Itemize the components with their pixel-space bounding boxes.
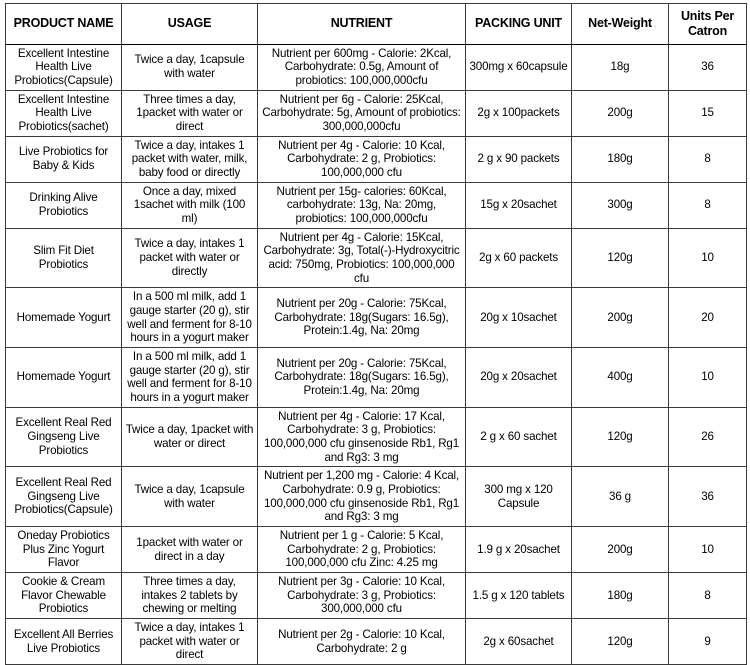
cell-usage: In a 500 ml milk, add 1 gauge starter (20 g), stir well and ferment for 8-10 hours in a yogurt maker [122, 347, 258, 407]
cell-units: 8 [669, 182, 747, 228]
cell-product: Slim Fit Diet Probiotics [6, 228, 122, 288]
table-row [6, 44, 747, 90]
cell-nutrient: Nutrient per 4g - Calorie: 15Kcal, Carbohydrate: 3g, Total(-)-Hydroxycitric acid: 750mg, Probiotics: 100,000,000 cfu [258, 228, 466, 288]
table-row [6, 407, 747, 467]
cell-weight: 120g [572, 228, 669, 288]
cell-nutrient: Nutrient per 3g - Calorie: 10 Kcal, Carbohydrate: 3 g, Probiotics: 300,000,000 cfu [258, 573, 466, 619]
table-row [6, 90, 747, 136]
cell-product: Cookie & Cream Flavor Chewable Probiotics [6, 573, 122, 619]
cell-usage: Three times a day, intakes 2 tablets by chewing or melting [122, 573, 258, 619]
cell-product: Excellent Real Red Gingseng Live Probiotics [6, 407, 122, 467]
cell-product: Oneday Probiotics Plus Zinc Yogurt Flavor [6, 527, 122, 573]
cell-usage: Twice a day, 1capsule with water [122, 44, 258, 90]
cell-packing: 20g x 10sachet [466, 288, 572, 348]
cell-weight: 120g [572, 407, 669, 467]
cell-product: Live Probiotics for Baby & Kids [6, 136, 122, 182]
cell-usage: Once a day, mixed 1sachet with milk (100 ml) [122, 182, 258, 228]
cell-weight: 180g [572, 573, 669, 619]
cell-weight: 200g [572, 90, 669, 136]
cell-nutrient: Nutrient per 20g - Calorie: 75Kcal, Carbohydrate: 18g(Sugars: 16.5g), Protein:1.4g, Na: 20mg [258, 288, 466, 348]
cell-packing: 20g x 20sachet [466, 347, 572, 407]
cell-usage: 1packet with water or direct in a day [122, 527, 258, 573]
cell-usage: Twice a day, 1capsule with water [122, 467, 258, 527]
table-row [6, 573, 747, 619]
cell-usage: Twice a day, intakes 1 packet with water, milk, baby food or directly [122, 136, 258, 182]
table-row [6, 182, 747, 228]
cell-nutrient: Nutrient per 2g - Calorie: 10 Kcal, Carbohydrate: 2 g [258, 619, 466, 665]
cell-weight: 200g [572, 527, 669, 573]
cell-nutrient: Nutrient per 15g- calories: 60Kcal, carbohydrate: 13g, Na: 20mg, probiotics: 100,000,000cfu [258, 182, 466, 228]
cell-weight: 400g [572, 347, 669, 407]
cell-units: 36 [669, 44, 747, 90]
table-row [6, 347, 747, 407]
cell-product: Excellent All Berries Live Probiotics [6, 619, 122, 665]
cell-units: 10 [669, 347, 747, 407]
cell-weight: 200g [572, 288, 669, 348]
cell-units: 10 [669, 527, 747, 573]
cell-product: Homemade Yogurt [6, 288, 122, 348]
cell-units: 36 [669, 467, 747, 527]
table-row [6, 467, 747, 527]
cell-weight: 180g [572, 136, 669, 182]
column-header-usage: USAGE [122, 4, 258, 45]
cell-nutrient: Nutrient per 1,200 mg - Calorie: 4 Kcal, Carbohydrate: 0.9 g, Probiotics: 100,000,000 cfu ginsenoside Rb1, Rg1 and Rg3: 3 mg [258, 467, 466, 527]
cell-nutrient: Nutrient per 20g - Calorie: 75Kcal, Carbohydrate: 18g(Sugars: 16.5g), Protein:1.4g, Na: 20mg [258, 347, 466, 407]
cell-usage: In a 500 ml milk, add 1 gauge starter (20 g), stir well and ferment for 8-10 hours in a yogurt maker [122, 288, 258, 348]
cell-usage: Three times a day, 1packet with water or direct [122, 90, 258, 136]
cell-weight: 120g [572, 619, 669, 665]
cell-nutrient: Nutrient per 6g - Calorie: 25Kcal, Carbohydrate: 5g, Amount of probiotics: 300,000,000cfu [258, 90, 466, 136]
table-row [6, 619, 747, 665]
column-header-packing-unit: PACKING UNIT [466, 4, 572, 45]
cell-units: 20 [669, 288, 747, 348]
cell-units: 8 [669, 573, 747, 619]
column-header-net-weight: Net-Weight [572, 4, 669, 45]
cell-units: 26 [669, 407, 747, 467]
table-row [6, 288, 747, 348]
column-header-units-per-catron: Units Per Catron [669, 4, 747, 45]
cell-product: Excellent Intestine Health Live Probiotics(Capsule) [6, 44, 122, 90]
cell-packing: 1.5 g x 120 tablets [466, 573, 572, 619]
cell-nutrient: Nutrient per 1 g - Calorie: 5 Kcal, Carbohydrate: 2 g, Probiotics: 100,000,000 cfu Zinc: 4.25 mg [258, 527, 466, 573]
cell-packing: 2 g x 60 sachet [466, 407, 572, 467]
cell-packing: 15g x 20sachet [466, 182, 572, 228]
cell-units: 15 [669, 90, 747, 136]
cell-packing: 2 g x 90 packets [466, 136, 572, 182]
cell-weight: 300g [572, 182, 669, 228]
cell-weight: 36 g [572, 467, 669, 527]
column-header-nutrient: NUTRIENT [258, 4, 466, 45]
product-specification-table [5, 3, 747, 665]
cell-nutrient: Nutrient per 4g - Calorie: 17 Kcal, Carbohydrate: 3 g, Probiotics: 100,000,000 cfu ginsenoside Rb1, Rg1 and Rg3: 3 mg [258, 407, 466, 467]
table-header [6, 4, 747, 45]
cell-nutrient: Nutrient per 600mg - Calorie: 2Kcal, Carbohydrate: 0.5g, Amount of probiotics: 100,000,000cfu [258, 44, 466, 90]
table-body [6, 44, 747, 665]
cell-product: Homemade Yogurt [6, 347, 122, 407]
cell-usage: Twice a day, 1packet with water or direct [122, 407, 258, 467]
cell-usage: Twice a day, intakes 1 packet with water or directly [122, 228, 258, 288]
cell-packing: 300 mg x 120 Capsule [466, 467, 572, 527]
cell-units: 10 [669, 228, 747, 288]
cell-usage: Twice a day, intakes 1 packet with water or direct [122, 619, 258, 665]
cell-product: Excellent Real Red Gingseng Live Probiotics(Capsule) [6, 467, 122, 527]
cell-packing: 2g x 100packets [466, 90, 572, 136]
table-row [6, 136, 747, 182]
cell-product: Drinking Alive Probiotics [6, 182, 122, 228]
cell-units: 8 [669, 136, 747, 182]
cell-packing: 300mg x 60capsule [466, 44, 572, 90]
cell-packing: 1.9 g x 20sachet [466, 527, 572, 573]
cell-packing: 2g x 60 packets [466, 228, 572, 288]
cell-nutrient: Nutrient per 4g - Calorie: 10 Kcal, Carbohydrate: 2 g, Probiotics: 100,000,000 cfu [258, 136, 466, 182]
column-header-product-name: PRODUCT NAME [6, 4, 122, 45]
table-header-row [6, 4, 747, 45]
cell-product: Excellent Intestine Health Live Probiotics(sachet) [6, 90, 122, 136]
table-row [6, 228, 747, 288]
cell-weight: 18g [572, 44, 669, 90]
cell-packing: 2g x 60sachet [466, 619, 572, 665]
cell-units: 9 [669, 619, 747, 665]
table-row [6, 527, 747, 573]
